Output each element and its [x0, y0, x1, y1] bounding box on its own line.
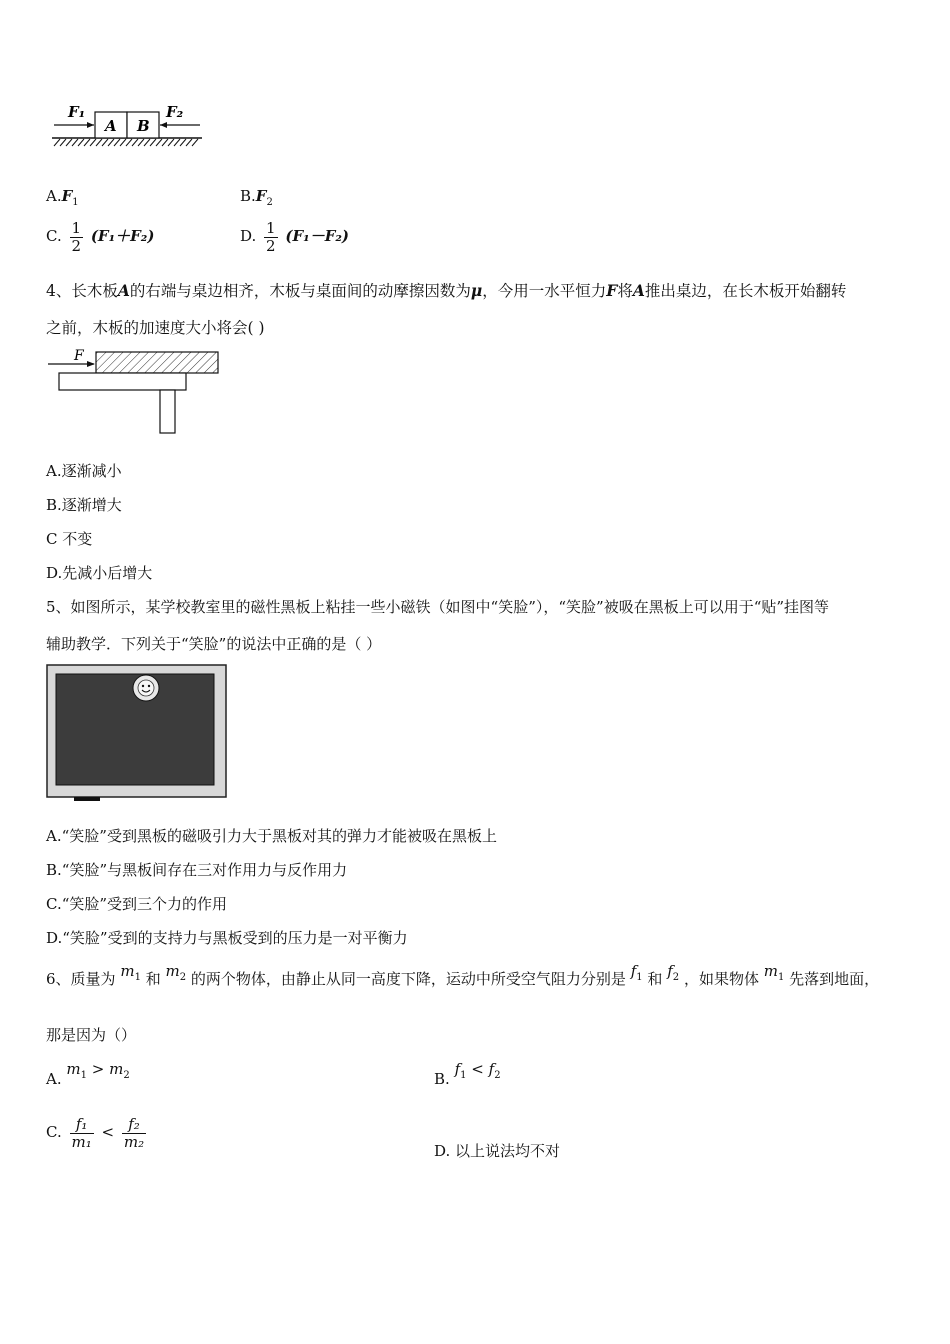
q3-f1-label: F₁: [68, 103, 86, 121]
q5-question-line1: 5、如图所示，某学校教室里的磁性黑板上粘挂一些小磁铁（如图中“笑脸”），“笑脸”被吸在黑板上可以用于“贴”挂图等: [46, 598, 830, 616]
q5-option-a[interactable]: A.“笑脸”受到黑板的磁吸引力大于黑板对其的弹力才能被吸在黑板上: [46, 827, 497, 845]
q3-option-c-fraction: $\frac{1}{2}$: [71, 219, 82, 255]
q6-option-a[interactable]: A. $m_1 > m_2$: [46, 1060, 130, 1088]
q5-blackboard-figure: [46, 664, 230, 804]
q3-f2-label: F₂: [166, 103, 184, 121]
q6-option-c-right-fraction: $\frac{\text{f₂}}{\text{m₂}}$: [123, 1115, 145, 1151]
q5-option-b[interactable]: B.“笑脸”与黑板间存在三对作用力与反作用力: [46, 861, 348, 879]
q3-option-a[interactable]: $A.F_1$: [46, 187, 79, 208]
q6-option-c[interactable]: C. $\frac{\text{f₁}}{\text{m₁}}$ < $\frac{\text{f₂}}{\text{m₂}}$: [46, 1115, 145, 1151]
q6-option-b[interactable]: B. $f_1 < f_2$: [434, 1060, 501, 1088]
q3-block-figure: [48, 98, 208, 150]
q6-question-line1: 6、质量为 $m_1$ 和 $m_2$ 的两个物体，由静止从同一高度下降，运动中所受空气阻力分别是 $f_1$ 和 $f_2$ ，如果物体 $m_1$ 先落到地面，: [46, 962, 880, 988]
q4-question-line2: 之前，木板的加速度大小将会( ): [46, 319, 265, 337]
q5-question-line2: 辅助教学．下列关于“笑脸”的说法中正确的是（ ）: [46, 635, 382, 653]
q6-option-d[interactable]: D. 以上说法均不对: [434, 1142, 561, 1160]
q3-option-b[interactable]: $B.F_2$: [240, 187, 273, 208]
q4-board-table-figure: [44, 346, 226, 438]
q3-block-a-label: A: [105, 117, 117, 135]
q4-option-c[interactable]: C 不变: [46, 530, 93, 548]
q5-option-c[interactable]: C.“笑脸”受到三个力的作用: [46, 895, 228, 913]
q6-option-c-left-fraction: $\frac{\text{f₁}}{\text{m₁}}$: [71, 1115, 92, 1151]
q3-option-d-fraction: $\frac{1}{2}$: [266, 219, 276, 255]
q4-question-line1: 4、长木板A的右端与桌边相齐，木板与桌面间的动摩擦因数为μ，今用一水平恒力F将A推出桌边，在长木板开始翻转: [46, 281, 847, 300]
q4-option-d[interactable]: D.先减小后增大: [46, 564, 153, 582]
q5-option-d[interactable]: D.“笑脸”受到的支持力与黑板受到的压力是一对平衡力: [46, 929, 408, 947]
q4-force-label: F: [74, 348, 84, 364]
q6-question-line2: 那是因为（）: [46, 1026, 137, 1044]
q4-option-a[interactable]: A.逐渐减小: [46, 462, 122, 480]
q3-block-b-label: B: [137, 117, 150, 135]
q3-option-d[interactable]: D. $\frac{1}{2}$ (F₁－F₂): [240, 219, 350, 255]
q4-option-b[interactable]: B.逐渐增大: [46, 496, 122, 514]
q3-option-c[interactable]: C. $\frac{1}{2}$ (F₁＋F₂): [46, 219, 155, 255]
